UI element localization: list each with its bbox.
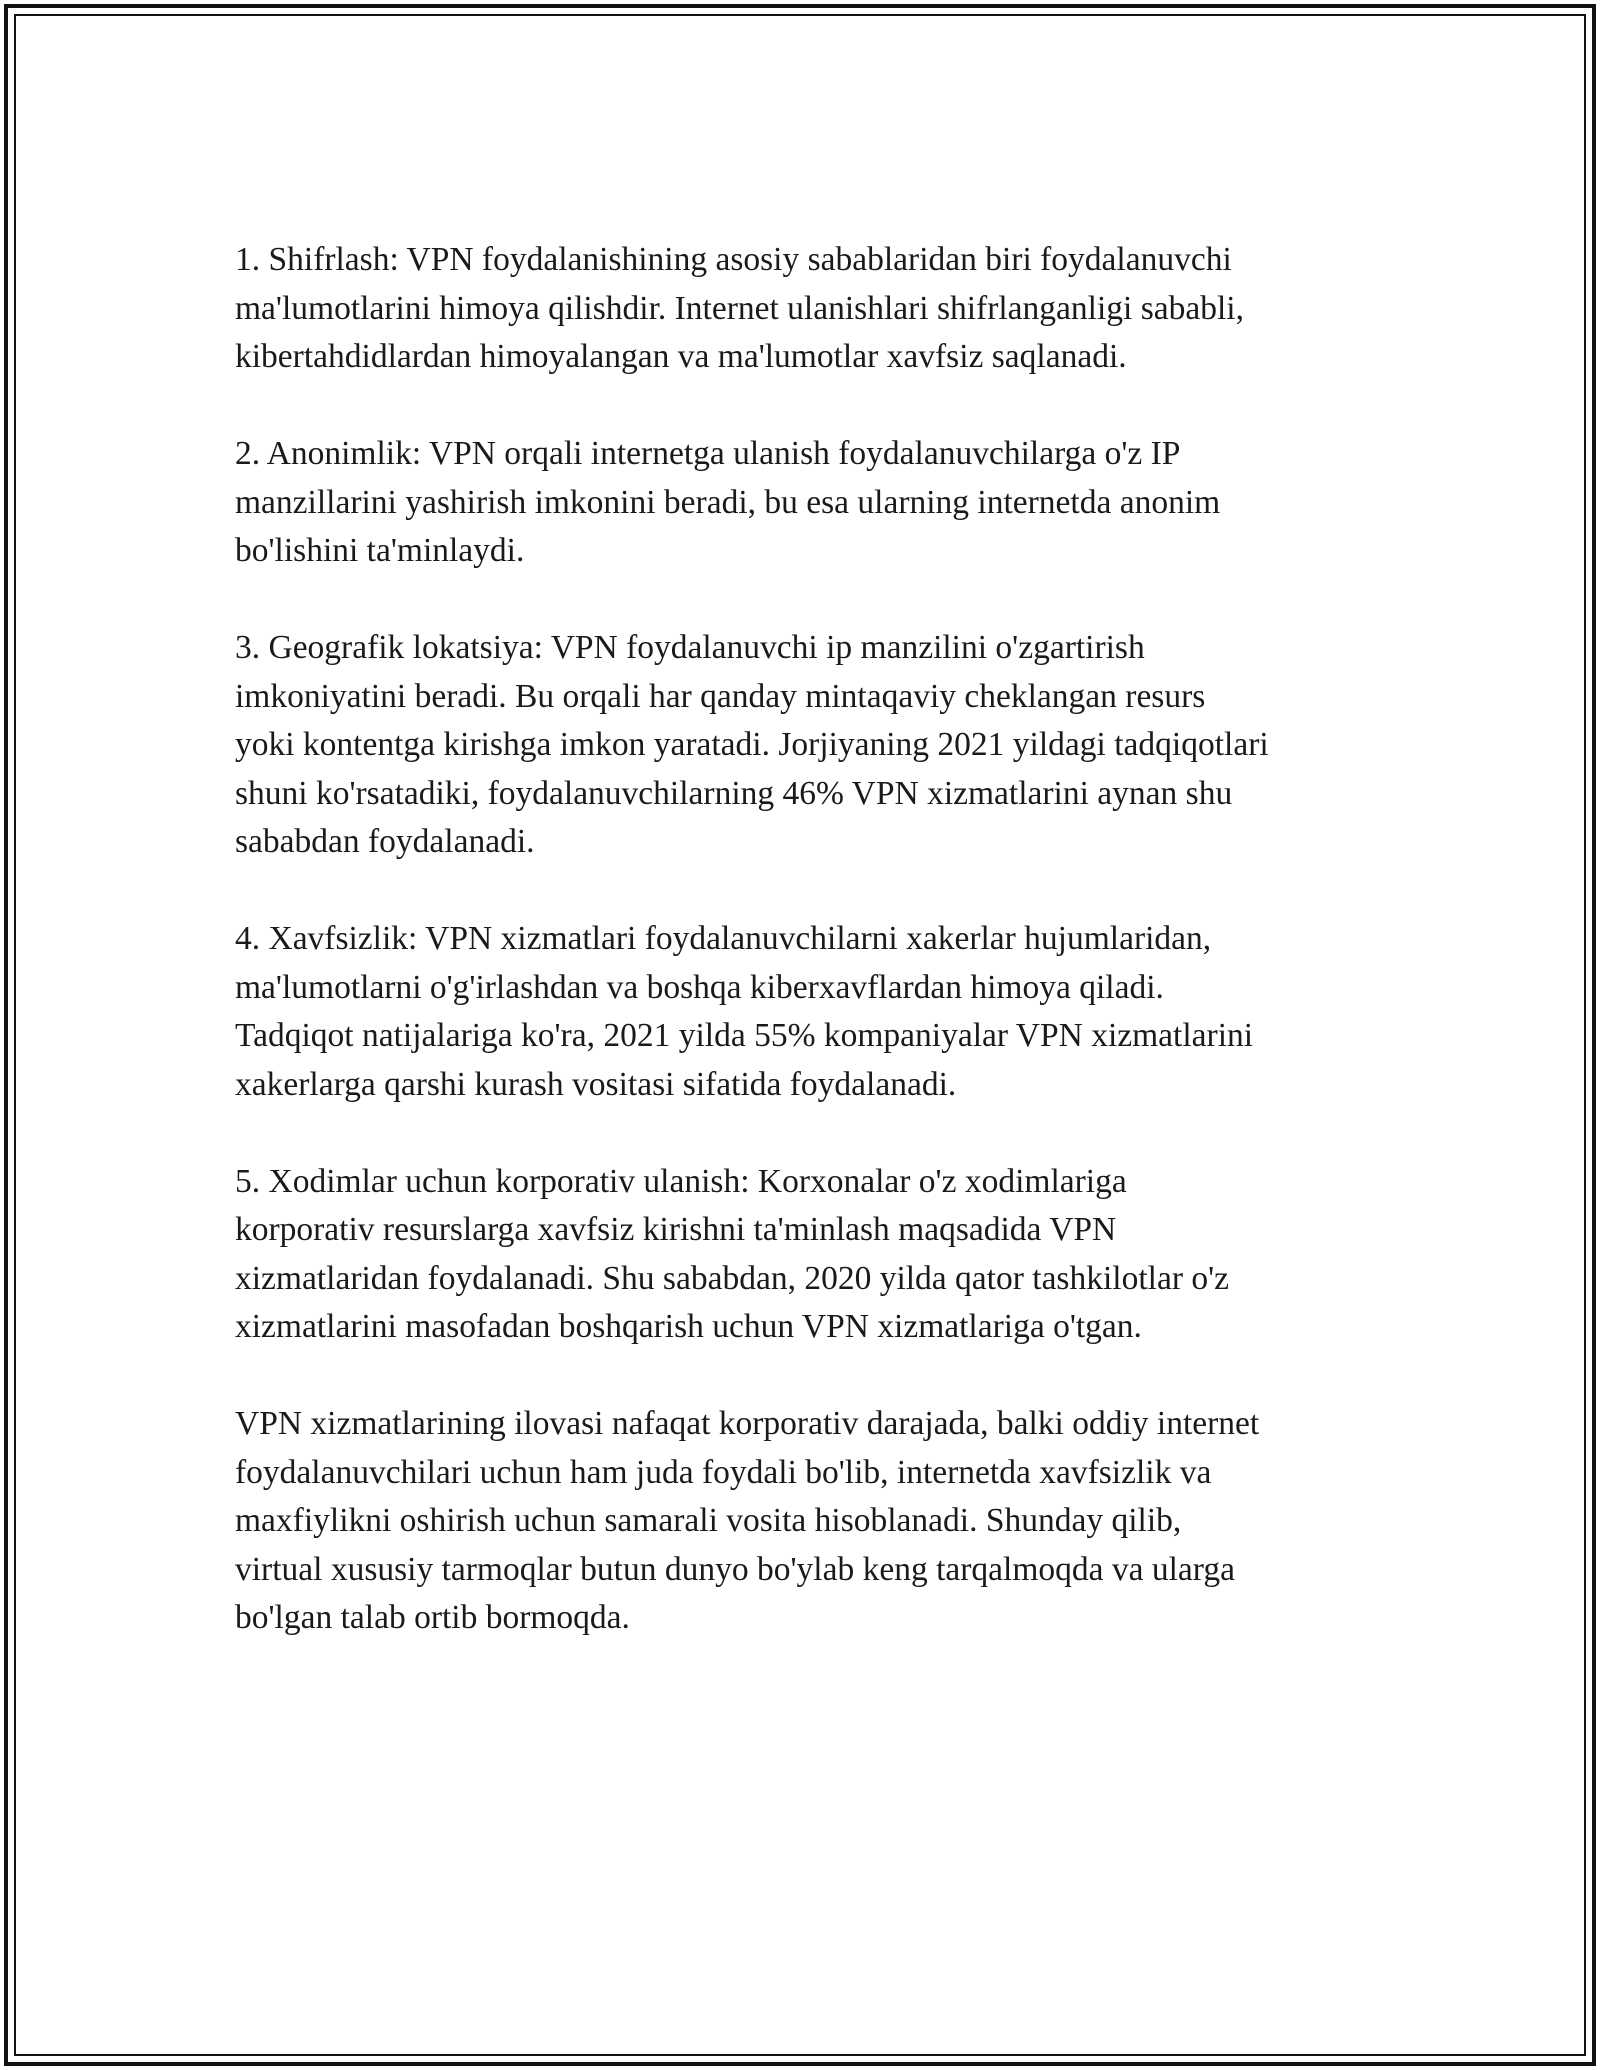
document-body [235, 236, 1385, 1643]
paragraph-conclusion: VPN xizmatlarining ilovasi nafaqat korporativ darajada, balki oddiy internet foydalanuvchilari uchun ham juda foydali bo'lib, internetda xavfsizlik va maxfiylikni oshirish uchun samarali vosita hisoblanadi. Shunday qilib, virtual xususiy tarmoqlar butun dunyo bo'ylab keng tarqalmoqda va ularga bo'lgan talab ortib bormoqda. [235, 1405, 1260, 1636]
paragraph-anonymity: 2. Anonimlik: VPN orqali internetga ulanish foydalanuvchilarga o'z IP manzillarini yashirish imkonini beradi, bu esa ularning internetda anonim bo'lishini ta'minlaydi. [235, 435, 1221, 569]
paragraph-security: 4. Xavfsizlik: VPN xizmatlari foydalanuvchilarni xakerlar hujumlaridan, ma'lumotlarni o'g'irlashdan va boshqa kiberxavflardan himoya qiladi. Tadqiqot natijalariga ko'ra, 2021 yilda 55% kompaniyalar VPN xizmatlarini xakerlarga qarshi kurash vositasi sifatida foydalanadi. [235, 920, 1254, 1103]
paragraph-corporate-access: 5. Xodimlar uchun korporativ ulanish: Korxonalar o'z xodimlariga korporativ resurslarga xavfsiz kirishni ta'minlash maqsadida VPN xizmatlaridan foydalanadi. Shu sababdan, 2020 yilda qator tashkilotlar o'z xizmatlarini masofadan boshqarish uchun VPN xizmatlariga o'tgan. [235, 1162, 1230, 1345]
paragraph-encryption: 1. Shifrlash: VPN foydalanishining asosiy sabablaridan biri foydalanuvchi ma'lumotlarini himoya qilishdir. Internet ulanishlari shifrlanganligi sababli, kibertahdidlardan himoyalangan va ma'lumotlar xavfsiz saqlanadi. [235, 241, 1244, 375]
paragraph-geolocation: 3. Geografik lokatsiya: VPN foydalanuvchi ip manzilini o'zgartirish imkoniyatini beradi. Bu orqali har qanday mintaqaviy cheklangan resurs yoki kontentga kirishga imkon yaratadi. Jorjiyaning 2021 yildagi tadqiqotlari shuni ko'rsatadiki, foydalanuvchilarning 46% VPN xizmatlarini aynan shu sababdan foydalanadi. [235, 629, 1269, 860]
